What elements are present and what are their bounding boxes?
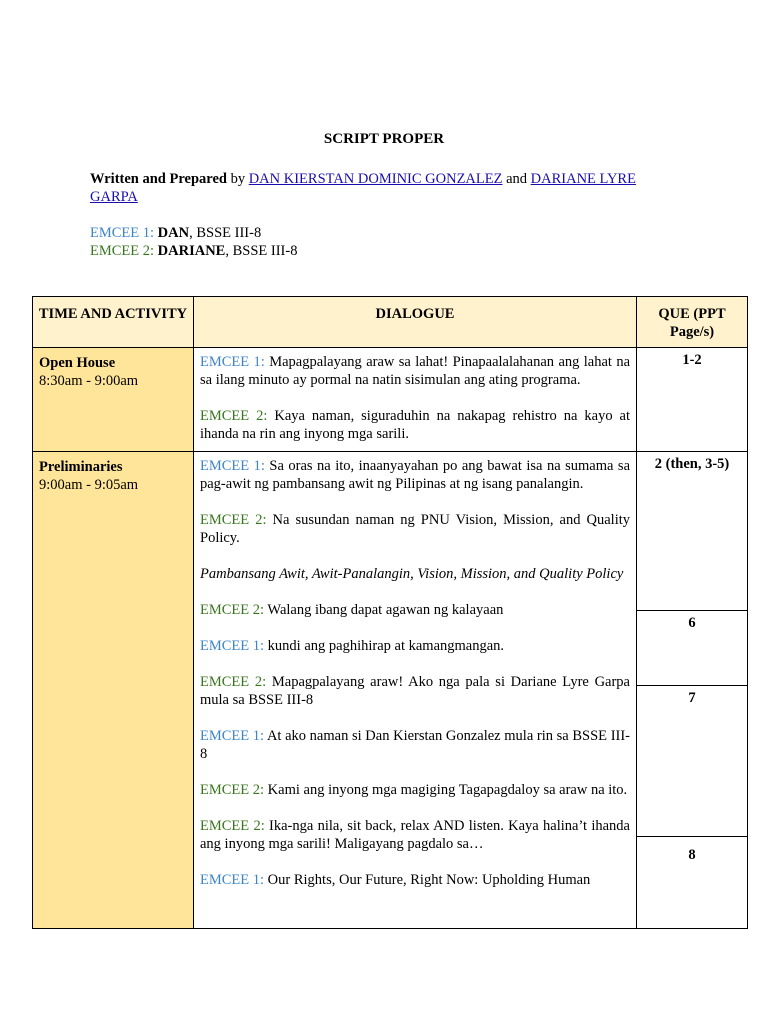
speaker-tag: EMCEE 2: bbox=[200, 674, 267, 690]
que-cell: 1-2 bbox=[637, 348, 748, 452]
dialogue-text: Mapagpalayang araw! Ako nga pala si Dariane Lyre Garpa mula sa BSSE III-8 bbox=[200, 674, 630, 708]
dialogue-text: At ako naman si Dan Kierstan Gonzalez mula rin sa BSSE III-8 bbox=[200, 728, 631, 762]
credits-and: and bbox=[502, 171, 531, 187]
activity-time: 8:30am - 9:00am bbox=[39, 373, 139, 389]
speaker-tag: EMCEE 2: bbox=[200, 782, 265, 798]
table-row bbox=[33, 452, 748, 611]
dialogue-line bbox=[200, 727, 630, 763]
speaker-tag: EMCEE 2: bbox=[200, 512, 267, 528]
credits-by: by bbox=[226, 171, 249, 187]
speaker-tag: EMCEE 1: bbox=[200, 458, 265, 474]
speaker-tag: EMCEE 1: bbox=[200, 354, 265, 370]
dialogue-line bbox=[200, 637, 630, 655]
dialogue-text: Our Rights, Our Future, Right Now: Upholding Human bbox=[267, 872, 591, 888]
dialogue-text: Walang ibang dapat agawan ng kalayaan bbox=[267, 602, 504, 618]
dialogue-text: Na susundan naman ng PNU Vision, Mission, and Quality Policy. bbox=[200, 512, 630, 546]
table-row bbox=[33, 348, 748, 452]
activity-time: 9:00am - 9:05am bbox=[39, 477, 139, 493]
stage-direction: Pambansang Awit, Awit-Panalangin, Vision, Mission, and Quality Policy bbox=[200, 566, 624, 582]
speaker-tag: EMCEE 1: bbox=[200, 638, 265, 654]
activity-name: Open House bbox=[39, 355, 116, 371]
que-cell: 7 bbox=[637, 686, 748, 837]
speaker-tag: EMCEE 2: bbox=[200, 818, 265, 834]
header-que: QUE (PPT Page/s) bbox=[637, 297, 748, 348]
time-cell-open-house bbox=[33, 348, 194, 452]
dialogue-line bbox=[200, 817, 630, 853]
emcee-2-section: , BSSE III-8 bbox=[225, 243, 298, 259]
que-cell: 2 (then, 3-5) bbox=[637, 452, 748, 611]
emcee-2-name: DARIANE bbox=[157, 243, 226, 259]
emcee-1-section: , BSSE III-8 bbox=[189, 225, 262, 241]
dialogue-cell bbox=[194, 452, 637, 929]
activity-name: Preliminaries bbox=[39, 459, 123, 475]
author1-link[interactable]: DAN KIERSTAN DOMINIC GONZALEZ bbox=[248, 171, 503, 187]
header-dialogue: DIALOGUE bbox=[194, 297, 637, 348]
dialogue-text: Kaya naman, siguraduhin na nakapag rehistro na kayo at ihanda na rin ang inyong mga sarili. bbox=[200, 408, 631, 442]
dialogue-line bbox=[200, 457, 630, 493]
credits-line bbox=[90, 170, 680, 206]
que-cell: 6 bbox=[637, 611, 748, 686]
speaker-tag: EMCEE 1: bbox=[200, 872, 265, 888]
dialogue-text: Ika-nga nila, sit back, relax AND listen. Kaya halina’t ihanda ang inyong mga sarili! Maligayang pagdalo sa… bbox=[200, 818, 630, 852]
dialogue-text: Mapagpalayang araw sa lahat! Pinapaalalahanan ang lahat na sa ilang minuto ay pormal na natin sisimulan ang ating programa. bbox=[200, 354, 631, 388]
dialogue-line bbox=[200, 353, 630, 389]
time-cell-preliminaries bbox=[33, 452, 194, 929]
header-time-activity: TIME AND ACTIVITY bbox=[33, 297, 194, 348]
script-table bbox=[32, 296, 748, 929]
dialogue-text: Sa oras na ito, inaanyayahan po ang bawat isa na sumama sa pag-awit ng pambansang awit ng Pilipinas at ng isang panalangin. bbox=[200, 458, 631, 492]
emcee-2-line bbox=[90, 242, 297, 260]
que-cell: 8 bbox=[637, 837, 748, 929]
dialogue-line bbox=[200, 673, 630, 709]
emcee-1-tag: EMCEE 1: bbox=[90, 225, 155, 241]
dialogue-text: kundi ang paghihirap at kamangmangan. bbox=[267, 638, 505, 654]
dialogue-cell bbox=[194, 348, 637, 452]
dialogue-line bbox=[200, 511, 630, 547]
dialogue-line bbox=[200, 871, 630, 889]
emcee-1-name: DAN bbox=[157, 225, 190, 241]
speaker-tag: EMCEE 2: bbox=[200, 602, 265, 618]
dialogue-text: Kami ang inyong mga magiging Tagapagdaloy sa araw na ito. bbox=[267, 782, 628, 798]
emcee-2-tag: EMCEE 2: bbox=[90, 243, 155, 259]
credits-prefix: Written and Prepared bbox=[90, 171, 227, 187]
speaker-tag: EMCEE 2: bbox=[200, 408, 268, 424]
dialogue-line bbox=[200, 407, 630, 443]
emcee-1-line bbox=[90, 224, 297, 242]
author2-link[interactable]: DARIANE LYRE GARPA bbox=[90, 171, 636, 205]
dialogue-line bbox=[200, 781, 630, 799]
page-title: SCRIPT PROPER bbox=[323, 131, 445, 147]
emcee-list bbox=[90, 224, 297, 260]
speaker-tag: EMCEE 1: bbox=[200, 728, 265, 744]
table-header-row bbox=[33, 297, 748, 348]
dialogue-line bbox=[200, 601, 630, 619]
